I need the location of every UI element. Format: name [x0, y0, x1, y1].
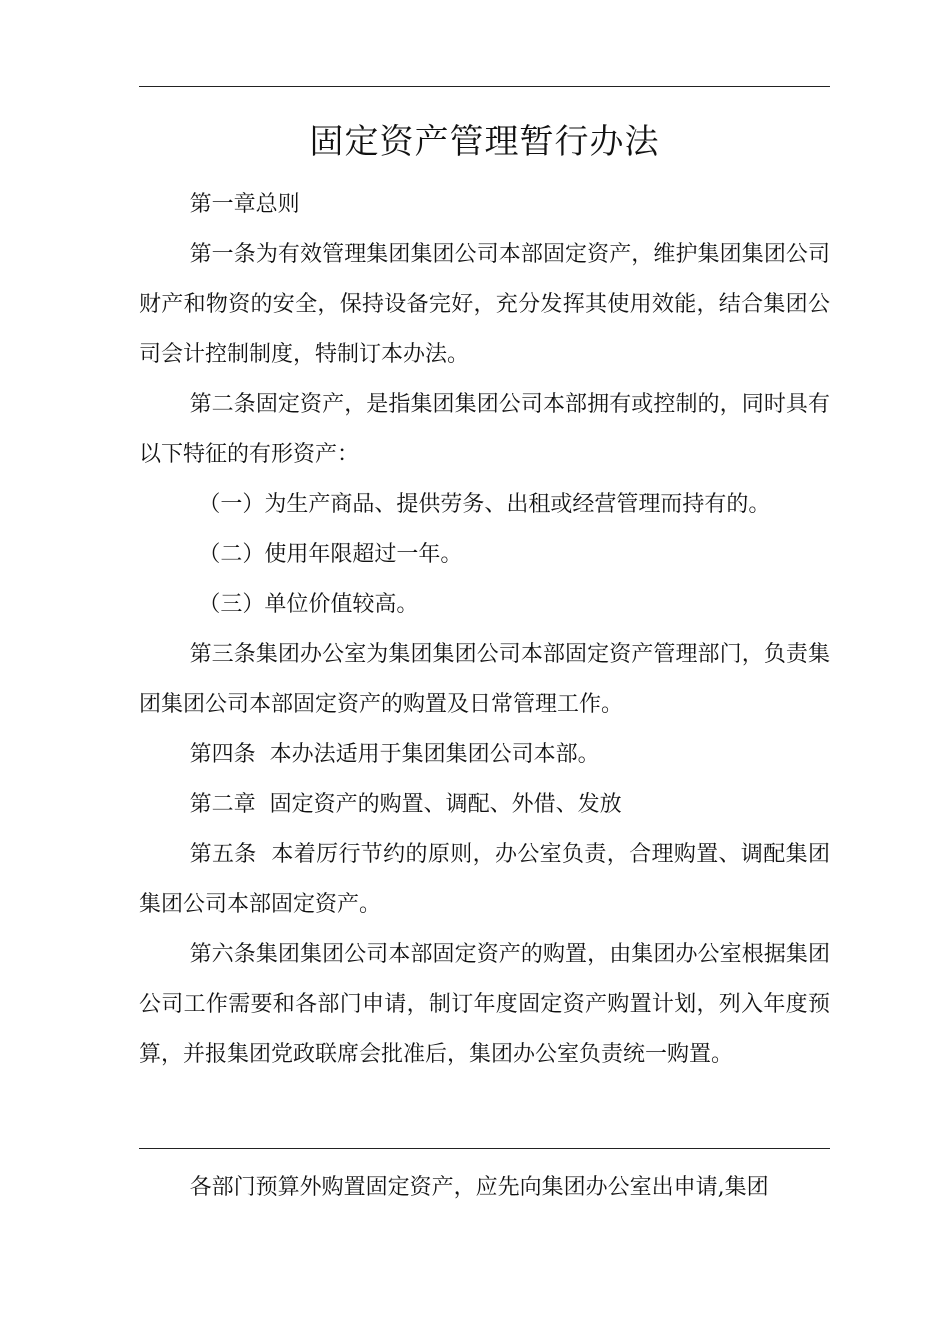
article-paragraph: 第三条集团办公室为集团集团公司本部固定资产管理部门，负责集团集团公司本部固定资产的购置及日常管理工作。: [139, 642, 830, 717]
chapter-heading: 第一章总则: [189, 192, 300, 217]
list-item: （三）单位价值较高。: [198, 592, 419, 617]
document-body: [139, 180, 830, 1080]
article-paragraph: 各部门预算外购置固定资产，应先向集团办公室出申请,集团: [189, 1175, 769, 1200]
article-paragraph: 第五条 本着厉行节约的原则，办公室负责，合理购置、调配集团集团公司本部固定资产。: [139, 842, 830, 917]
article-paragraph: 第四条 本办法适用于集团集团公司本部。: [189, 742, 600, 767]
header-rule: [139, 86, 830, 87]
page-break-rule: [139, 1148, 830, 1149]
article-paragraph: 第一条为有效管理集团集团公司本部固定资产，维护集团集团公司财产和物资的安全，保持设备完好，充分发挥其使用效能，结合集团公司会计控制制度，特制订本办法。: [139, 242, 830, 367]
chapter-heading: 第二章 固定资产的购置、调配、外借、发放: [189, 792, 622, 817]
article-paragraph: 第六条集团集团公司本部固定资产的购置，由集团办公室根据集团公司工作需要和各部门申请，制订年度固定资产购置计划，列入年度预算，并报集团党政联席会批准后，集团办公室负责统一购置。: [139, 942, 830, 1067]
document-title: 固定资产管理暂行办法: [309, 122, 660, 162]
list-item: （一）为生产商品、提供劳务、出租或经营管理而持有的。: [198, 492, 771, 517]
next-page-body: [139, 1163, 830, 1213]
article-paragraph: 第二条固定资产，是指集团集团公司本部拥有或控制的，同时具有以下特征的有形资产：: [139, 392, 830, 467]
list-item: （二）使用年限超过一年。: [198, 542, 463, 567]
